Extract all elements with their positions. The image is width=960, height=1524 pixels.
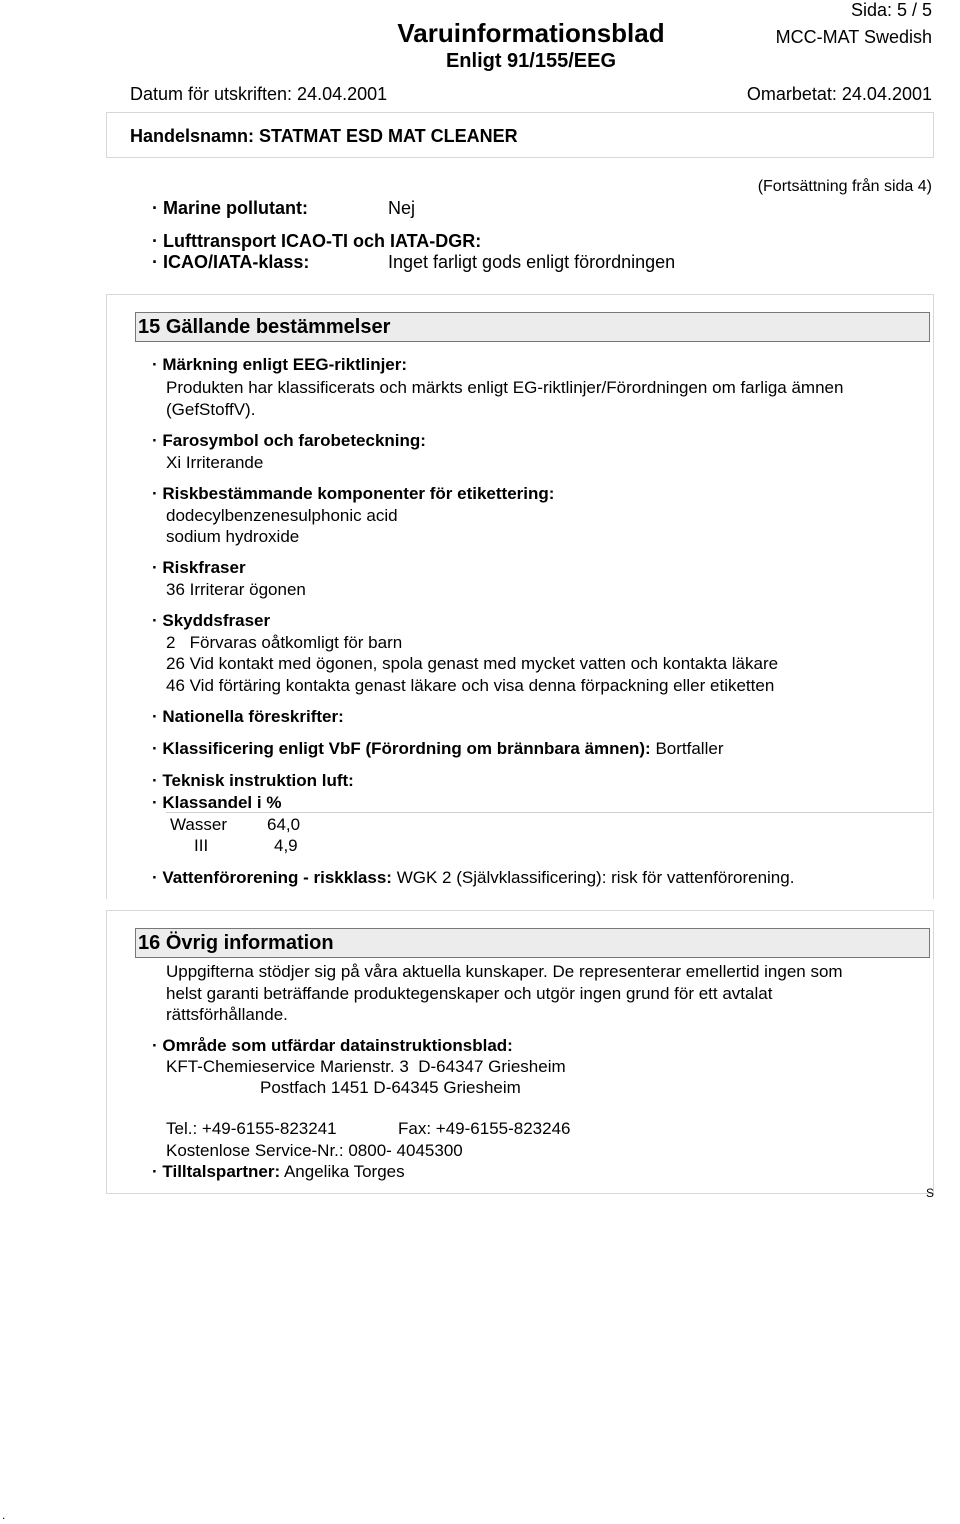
print-date: Datum för utskriften: 24.04.2001 [130,84,388,104]
vbf-value: Bortfaller [655,739,724,758]
klassandel-value-iii: 4,9 [274,836,298,855]
klassandel-value-wasser: 64,0 [267,815,301,834]
telephone: Tel.: +49-6155-823241 [166,1119,337,1138]
issuer-address-1: KFT-Chemieservice Marienstr. 3 D-64347 Griesheim [166,1057,566,1076]
marking-text-1: Produkten har klassificerats och märkts enligt EG-riktlinjer/Förordningen om farliga ämnen [166,378,844,397]
icao-class-label: ICAO/IATA-klass: [163,252,310,272]
fax: Fax: +49-6155-823246 [398,1119,571,1138]
service-number: Kostenlose Service-Nr.: 0800- 4045300 [166,1141,463,1160]
national-regulations-row: · Nationella föreskrifter: [152,707,344,726]
skyddsfras-26: 26 Vid kontakt med ögonen, spola genast med mycket vatten och kontakta läkare [166,654,779,673]
riskfraser-label: Riskfraser [162,558,246,577]
contact-value: Angelika Torges [283,1162,405,1181]
company-name: MCC-MAT Swedish [775,27,932,47]
continuation-note: (Fortsättning från sida 4) [757,178,932,195]
risk-component-2: sodium hydroxide [166,527,300,546]
marking-row: · Märkning enligt EEG-riktlinjer: [152,355,408,374]
section-16-number: 16 [138,932,161,954]
air-transport-row: · Lufttransport ICAO-TI och IATA-DGR: [152,231,482,251]
footer-mark: S [925,1186,934,1200]
risk-components-row: · Riskbestämmande komponenter för etikettering: [152,484,555,503]
skyddsfras-2: 2 Förvaras oåtkomligt för barn [166,633,403,652]
skyddsfras-46: 46 Vid förtäring kontakta genast läkare och visa denna förpackning eller etiketten [166,676,775,695]
national-regulations-label: Nationella föreskrifter: [162,707,344,726]
klassandel-rule [166,812,932,813]
vbf-classification-row: · Klassificering enligt VbF (Förordning om brännbara ämnen): Bortfaller [152,739,724,758]
document-subtitle: Enligt 91/155/EEG [445,50,617,72]
risk-components-label: Riskbestämmande komponenter för etikettering: [162,484,555,503]
icao-class-row: · ICAO/IATA-klass: [152,252,310,272]
water-hazard-label: Vattenförorening - riskklass: [162,868,392,887]
section-15-title: Gällande bestämmelser [165,316,391,338]
issuer-label: Område som utfärdar datainstruktionsblad: [162,1036,513,1055]
contact-label: Tilltalspartner: [162,1162,281,1181]
water-hazard-value: WGK 2 (Självklassificering): risk för vattenförorening. [396,868,795,887]
info-text-1: Uppgifterna stödjer sig på våra aktuella kunskaper. De representerar emellertid ingen som [166,962,843,981]
marking-text-2: (GefStoffV). [166,400,256,419]
air-transport-label: Lufttransport ICAO-TI och IATA-DGR: [163,231,482,251]
document-title: Varuinformationsblad [397,18,665,48]
revision-date: Omarbetat: 24.04.2001 [746,84,932,104]
farosymbol-label: Farosymbol och farobeteckning: [162,431,426,450]
info-text-3: rättsförhållande. [166,1005,288,1024]
klassandel-class-wasser: Wasser [170,815,227,834]
page-number: Sida: 5 / 5 [850,0,932,20]
klassandel-row: · Klassandel i % [152,793,282,812]
water-hazard-row: · Vattenförorening - riskklass: WGK 2 (Självklassificering): risk för vattenförorening. [152,868,795,887]
issuer-row: · Område som utfärdar datainstruktionsblad: [152,1036,513,1055]
marking-label: Märkning enligt EEG-riktlinjer: [162,355,408,374]
klassandel-class-iii: III [194,836,209,855]
header-frame [106,112,934,158]
info-text-2: helst garanti beträffande produktegenskaper och utgör ingen grund för ett avtalat [166,984,773,1003]
section-16-title: Övrig information [165,932,334,954]
section-15-heading [135,312,930,342]
issuer-address-2: Postfach 1451 D-64345 Griesheim [260,1078,521,1097]
riskfraser-row: · Riskfraser [152,558,246,577]
skyddsfraser-row: · Skyddsfraser [152,611,271,630]
marine-pollutant-value: Nej [388,198,416,218]
klassandel-label: Klassandel i % [162,793,282,812]
icao-class-value: Inget farligt gods enligt förordningen [388,252,676,272]
trade-name: Handelsnamn: STATMAT ESD MAT CLEANER [130,126,518,146]
contact-row: · Tilltalspartner: Angelika Torges [152,1162,405,1181]
riskfras-36: 36 Irriterar ögonen [166,580,306,599]
vbf-label: Klassificering enligt VbF (Förordning om brännbara ämnen): [162,739,651,758]
teknisk-instruktion-label: Teknisk instruktion luft: [162,771,354,790]
marine-pollutant-label: Marine pollutant: [163,198,308,218]
risk-component-1: dodecylbenzenesulphonic acid [166,506,398,525]
section-15-number: 15 [138,316,161,338]
footer-dot: . [2,1508,6,1522]
marine-pollutant-row: · Marine pollutant: [152,198,308,218]
farosymbol-value: Xi Irriterande [166,453,264,472]
skyddsfraser-label: Skyddsfraser [162,611,271,630]
section-16-heading [135,928,930,958]
teknisk-instruktion-row: · Teknisk instruktion luft: [152,771,354,790]
farosymbol-row: · Farosymbol och farobeteckning: [152,431,426,450]
